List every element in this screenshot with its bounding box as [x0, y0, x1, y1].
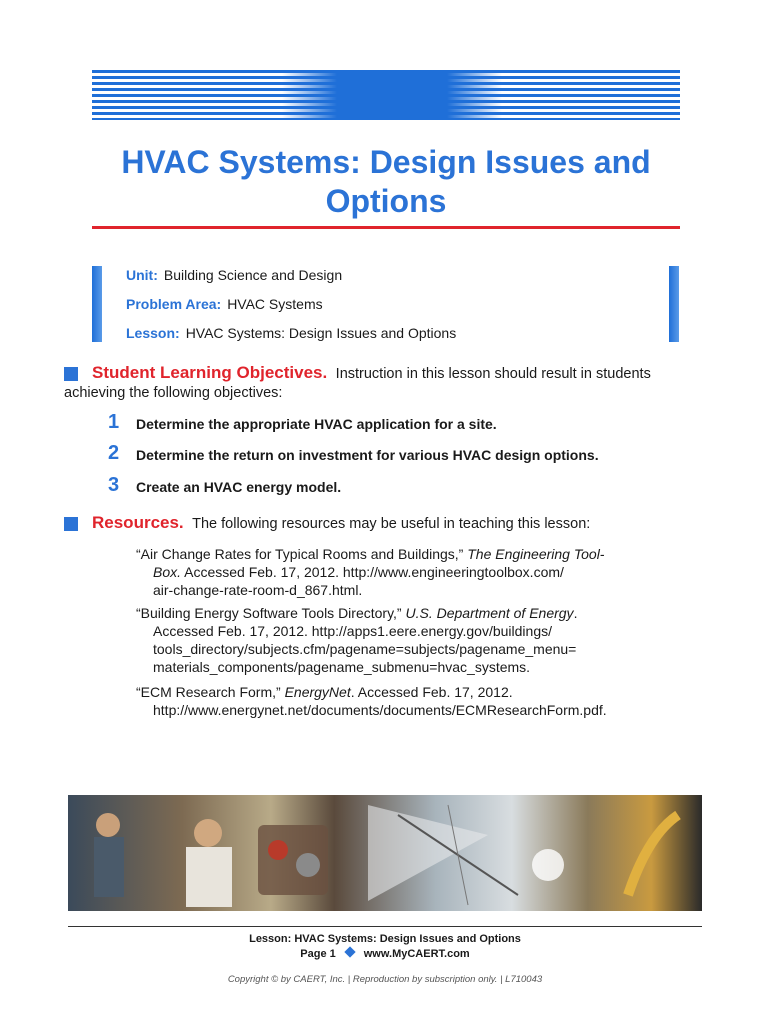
meta-unit — [126, 267, 342, 283]
objective-text-2: Determine the return on investment for various HVAC design options. — [136, 447, 599, 463]
objective-number-1: 1 — [108, 411, 120, 433]
photo-collage-art — [68, 795, 702, 911]
reference-2-source: U.S. Department of Energy — [405, 605, 574, 621]
resources-header-line — [92, 513, 590, 533]
reference-2-title: “Building Energy Software Tools Directory,” — [136, 605, 406, 621]
footer-divider — [68, 926, 702, 927]
objective-number-2: 2 — [108, 442, 120, 464]
objectives-intro-continued: achieving the following objectives: — [64, 385, 283, 401]
meta-problem-area-label: Problem Area: — [126, 296, 222, 312]
objective-number-3: 3 — [108, 474, 120, 496]
meta-unit-value: Building Science and Design — [163, 267, 343, 283]
reference-item-2 — [136, 604, 636, 676]
diamond-icon — [344, 946, 355, 957]
reference-1-source-cont: Box. — [153, 564, 182, 580]
meta-left-bar — [92, 266, 102, 342]
objectives-intro: Instruction in this lesson should result in students — [335, 366, 651, 382]
meta-problem-area-value: HVAC Systems — [227, 296, 323, 312]
meta-unit-label: Unit: — [126, 267, 158, 283]
footer-page-line — [0, 948, 770, 960]
reference-3-title: “ECM Research Form,” — [136, 684, 285, 700]
footer-lesson: Lesson: HVAC Systems: Design Issues and Options — [249, 933, 521, 945]
reference-1-access: Accessed Feb. 17, 2012. http://www.engineeringtoolbox.com/ — [181, 564, 564, 580]
meta-lesson-value: HVAC Systems: Design Issues and Options — [185, 325, 457, 341]
objectives-heading: Student Learning Objectives. — [92, 363, 328, 382]
reference-3-url: http://www.energynet.net/documents/documents/ECMResearchForm.pdf. — [153, 702, 607, 718]
reference-item-1 — [136, 545, 636, 599]
page-title: HVAC Systems: Design Issues and Options — [121, 144, 651, 219]
header-stripe-band — [92, 70, 680, 120]
reference-3-access: . Accessed Feb. 17, 2012. — [350, 684, 513, 700]
footer-copyright: Copyright © by CAERT, Inc. | Reproduction by subscription only. | L710043 — [227, 974, 543, 985]
reference-2-url-mid: tools_directory/subjects.cfm/pagename=subjects/pagename_menu= — [153, 641, 577, 657]
resources-heading: Resources. — [92, 513, 184, 532]
meta-lesson-label: Lesson: — [126, 325, 180, 341]
meta-right-bar — [669, 266, 679, 342]
objectives-header-line — [92, 363, 651, 383]
photo-collage-image — [68, 795, 702, 911]
footer-page: Page 1 — [300, 948, 336, 960]
objective-text-3: Create an HVAC energy model. — [136, 479, 342, 495]
resources-intro: The following resources may be useful in teaching this lesson: — [192, 516, 591, 532]
reference-1-source: The Engineering Tool- — [467, 546, 605, 562]
reference-1-title: “Air Change Rates for Typical Rooms and Buildings,” — [136, 546, 468, 562]
reference-2-period: . — [573, 605, 578, 621]
reference-2-url-end: materials_components/pagename_submenu=hvac_systems. — [153, 659, 531, 675]
meta-lesson — [126, 325, 456, 341]
meta-problem-area — [126, 296, 323, 312]
resources-bullet — [64, 517, 78, 531]
footer-site: www.MyCAERT.com — [363, 948, 470, 960]
reference-item-3 — [136, 683, 636, 719]
title-divider — [92, 226, 680, 229]
objective-text-1: Determine the appropriate HVAC application for a site. — [136, 416, 497, 432]
reference-2-access: Accessed Feb. 17, 2012. http://apps1.eere.energy.gov/buildings/ — [153, 623, 552, 639]
reference-3-source: EnergyNet — [284, 684, 351, 700]
reference-1-url-end: air-change-rate-room-d_867.html. — [153, 582, 363, 598]
objectives-bullet — [64, 367, 78, 381]
